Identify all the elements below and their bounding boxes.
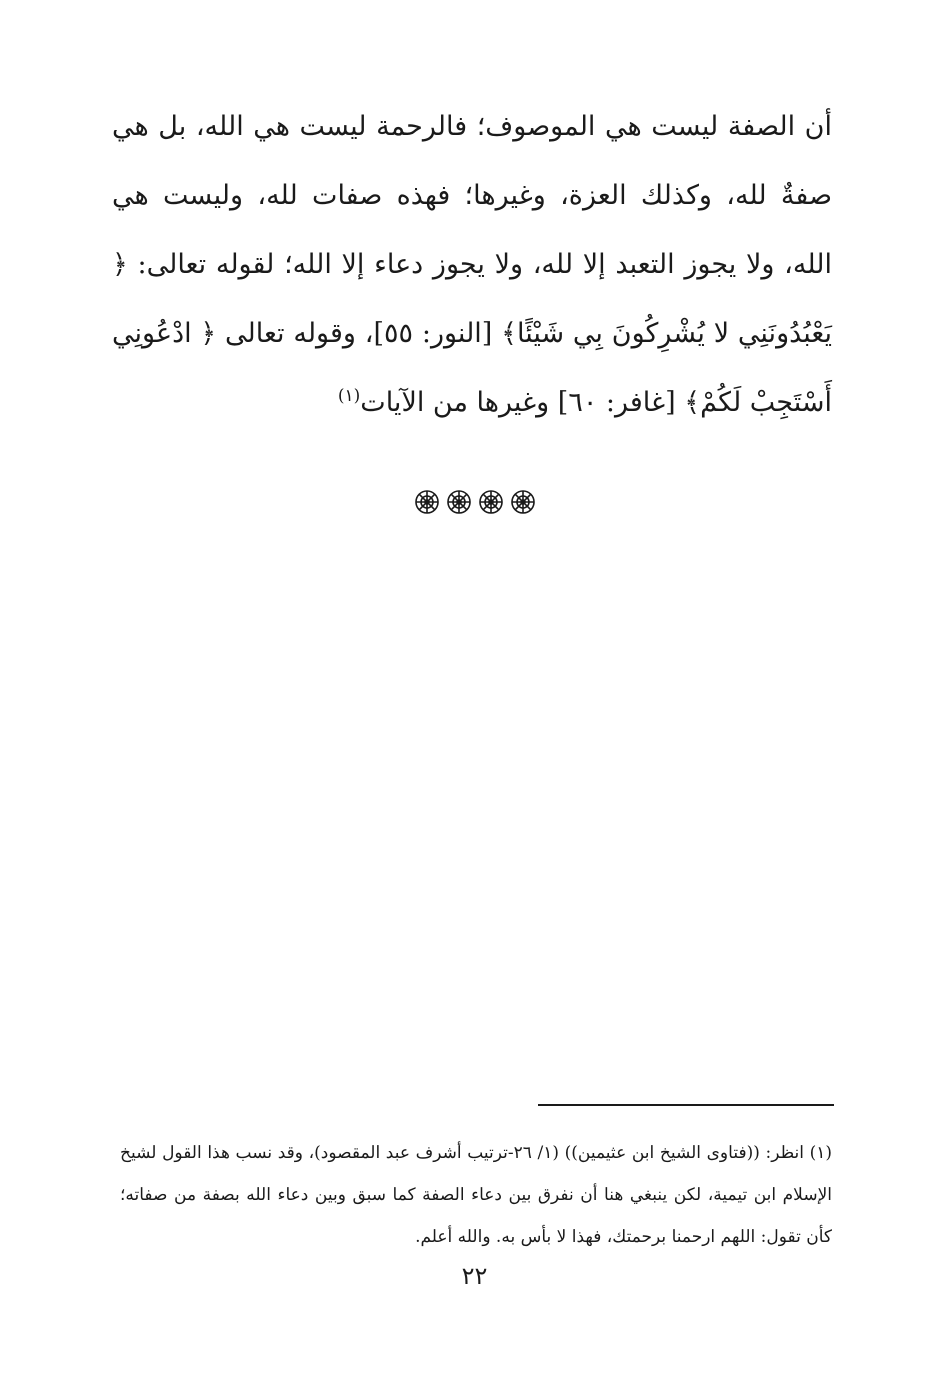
flower-ornament-icon: [413, 488, 441, 516]
footnote-reference[interactable]: (١): [337, 386, 361, 406]
flower-ornament-icon: [477, 488, 505, 516]
section-divider-ornament: [0, 488, 949, 516]
footnote-separator: [538, 1104, 834, 1106]
main-text-block: [112, 92, 832, 437]
footnote-block: [120, 1132, 832, 1258]
footnote-text: (١) انظر: ((فتاوى الشيخ ابن عثيمين)) (١/ ٢٦-ترتيب أشرف عبد المقصود)، وقد نسب هذا القول لشيخ الإسلام ابن تيمية، لكن ينبغي هنا أن نفرق بين دعاء الصفة كما سبق وبين دعاء الله بصفة من صفاته؛ كأن تقول: اللهم ارحمنا برحمتك، فهذا لا بأس به. والله أعلم.: [120, 1143, 833, 1247]
flower-ornament-icon: [509, 488, 537, 516]
flower-ornament-icon: [445, 488, 473, 516]
paragraph-text: أن الصفة ليست هي الموصوف؛ فالرحمة ليست هي الله، بل هي صفةٌ لله، وكذلك العزة، وغيرها؛ فهذه صفات لله، وليست هي الله، ولا يجوز التعبد إلا لله، ولا يجوز دعاء إلا الله؛ لقوله تعالى: ﴿ يَعْبُدُونَنِي لا يُشْرِكُونَ بِي شَيْئًا﴾ [النور: ٥٥]، وقوله تعالى ﴿ ادْعُونِي أَسْتَجِبْ لَكُمْ﴾ [غافر: ٦٠] وغيرها من الآيات: [112, 111, 832, 418]
page-number: ٢٢: [461, 1262, 488, 1290]
main-paragraph: [112, 92, 832, 437]
